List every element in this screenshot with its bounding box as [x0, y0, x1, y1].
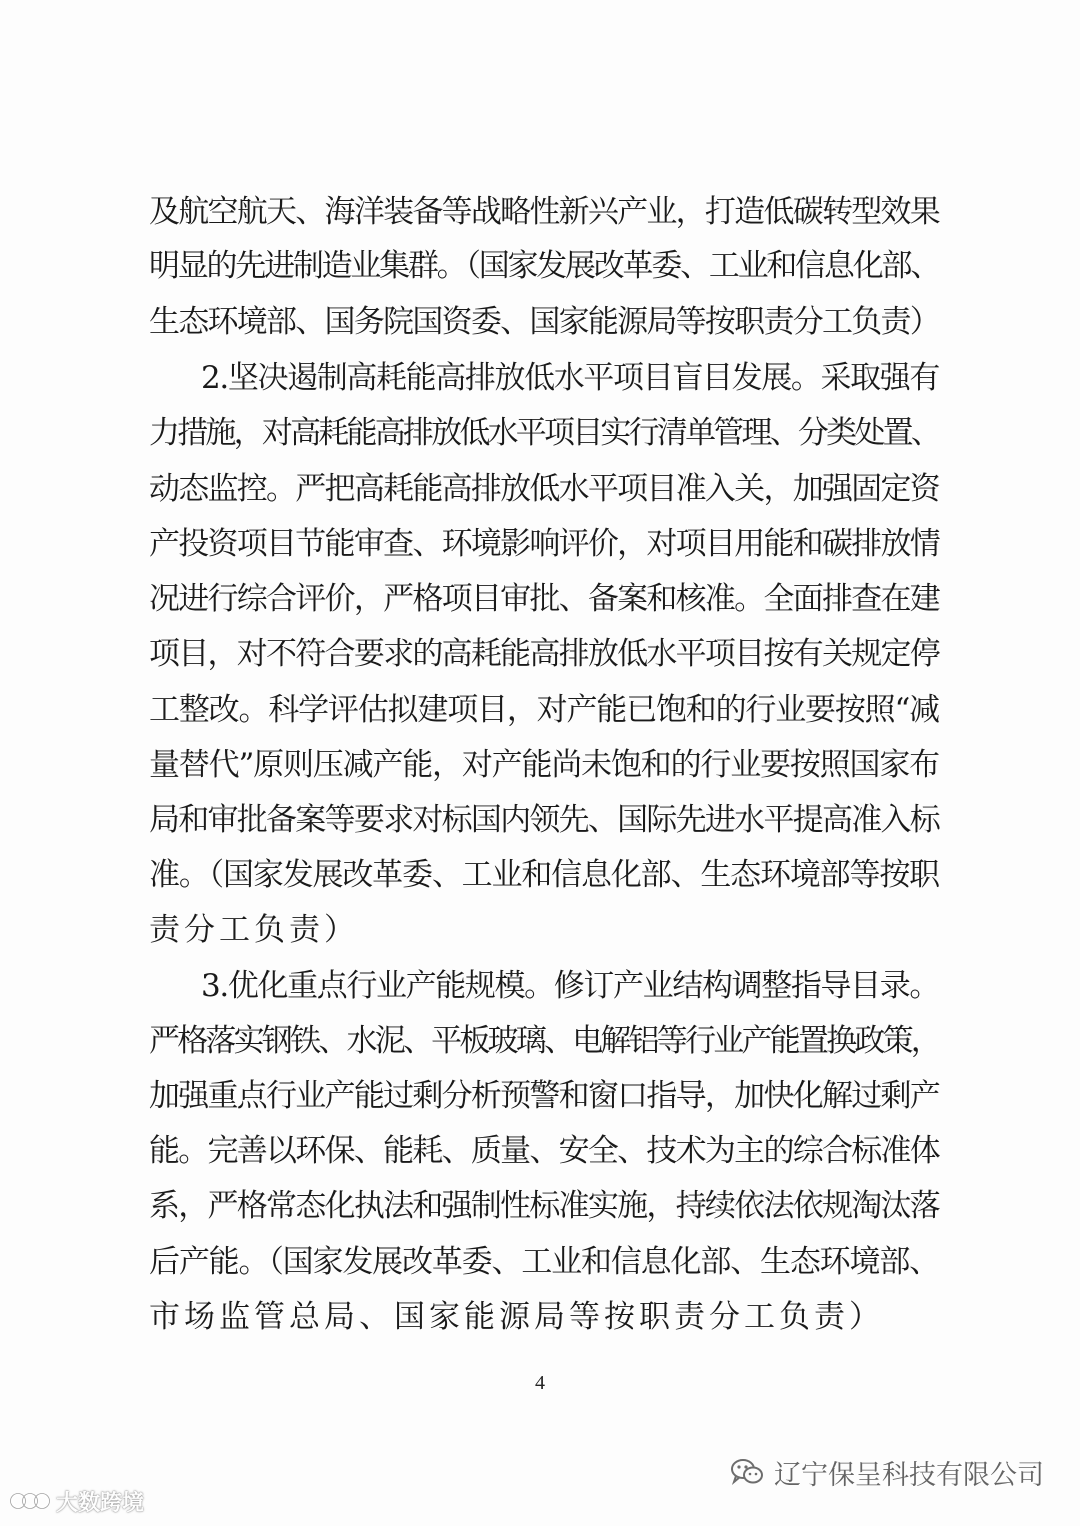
platform-watermark — [10, 1486, 144, 1516]
body-line: 准。（国家发展改革委、工业和信息化部、生态环境部等按职 — [149, 857, 939, 893]
body-line: 及航空航天、海洋装备等战略性新兴产业，打造低碳转型效果 — [149, 194, 939, 230]
body-line: 严格落实钢铁、水泥、平板玻璃、电解铝等行业产能置换政策， — [149, 1023, 939, 1059]
body-line: 况进行综合评价，严格项目审批、备案和核准。全面排查在建 — [149, 581, 939, 617]
body-line: 动态监控。严把高耗能高排放低水平项目准入关，加强固定资 — [149, 471, 939, 507]
body-line: 系，严格常态化执法和强制性标准实施，持续依法依规淘汰落 — [149, 1188, 939, 1224]
body-line: 责分工负责） — [149, 912, 359, 948]
body-line: 力措施，对高耗能高排放低水平项目实行清单管理、分类处置、 — [149, 415, 939, 451]
body-line: 后产能。（国家发展改革委、工业和信息化部、生态环境部、 — [149, 1244, 939, 1280]
body-line: 市场监管总局、国家能源局等按职责分工负责） — [149, 1299, 884, 1335]
paragraph-heading-2: 2.坚决遏制高耗能高排放低水平项目盲目发展。采取强有 — [201, 360, 939, 396]
body-line: 局和审批备案等要求对标国内领先、国际先进水平提高准入标 — [149, 802, 939, 838]
page-number: 4 — [535, 1372, 545, 1394]
body-line: 能。完善以环保、能耗、质量、安全、技术为主的综合标准体 — [149, 1133, 939, 1169]
body-line: 生态环境部、国务院国资委、国家能源局等按职责分工负责） — [149, 304, 939, 340]
body-line: 项目，对不符合要求的高耗能高排放低水平项目按有关规定停 — [149, 636, 939, 672]
watermark-platform-name: 大数跨境 — [56, 1490, 145, 1516]
wechat-account-watermark — [730, 1452, 1044, 1492]
body-line: 量替代”原则压减产能，对产能尚未饱和的行业要按照国家布 — [149, 747, 939, 783]
paragraph-heading-3: 3.优化重点行业产能规模。修订产业结构调整指导目录。 — [201, 968, 939, 1004]
body-line: 工整改。科学评估拟建项目，对产能已饱和的行业要按照“减 — [149, 692, 939, 728]
body-line: 加强重点行业产能过剩分析预警和窗口指导，加快化解过剩产 — [149, 1078, 939, 1114]
body-line: 明显的先进制造业集群。（国家发展改革委、工业和信息化部、 — [149, 248, 939, 284]
body-line: 产投资项目节能审查、环境影响评价，对项目用能和碳排放情 — [149, 526, 939, 562]
brand-logo-icon — [10, 1489, 50, 1513]
wechat-icon — [730, 1457, 764, 1487]
watermark-account-name: 辽宁保呈科技有限公司 — [774, 1459, 1044, 1491]
